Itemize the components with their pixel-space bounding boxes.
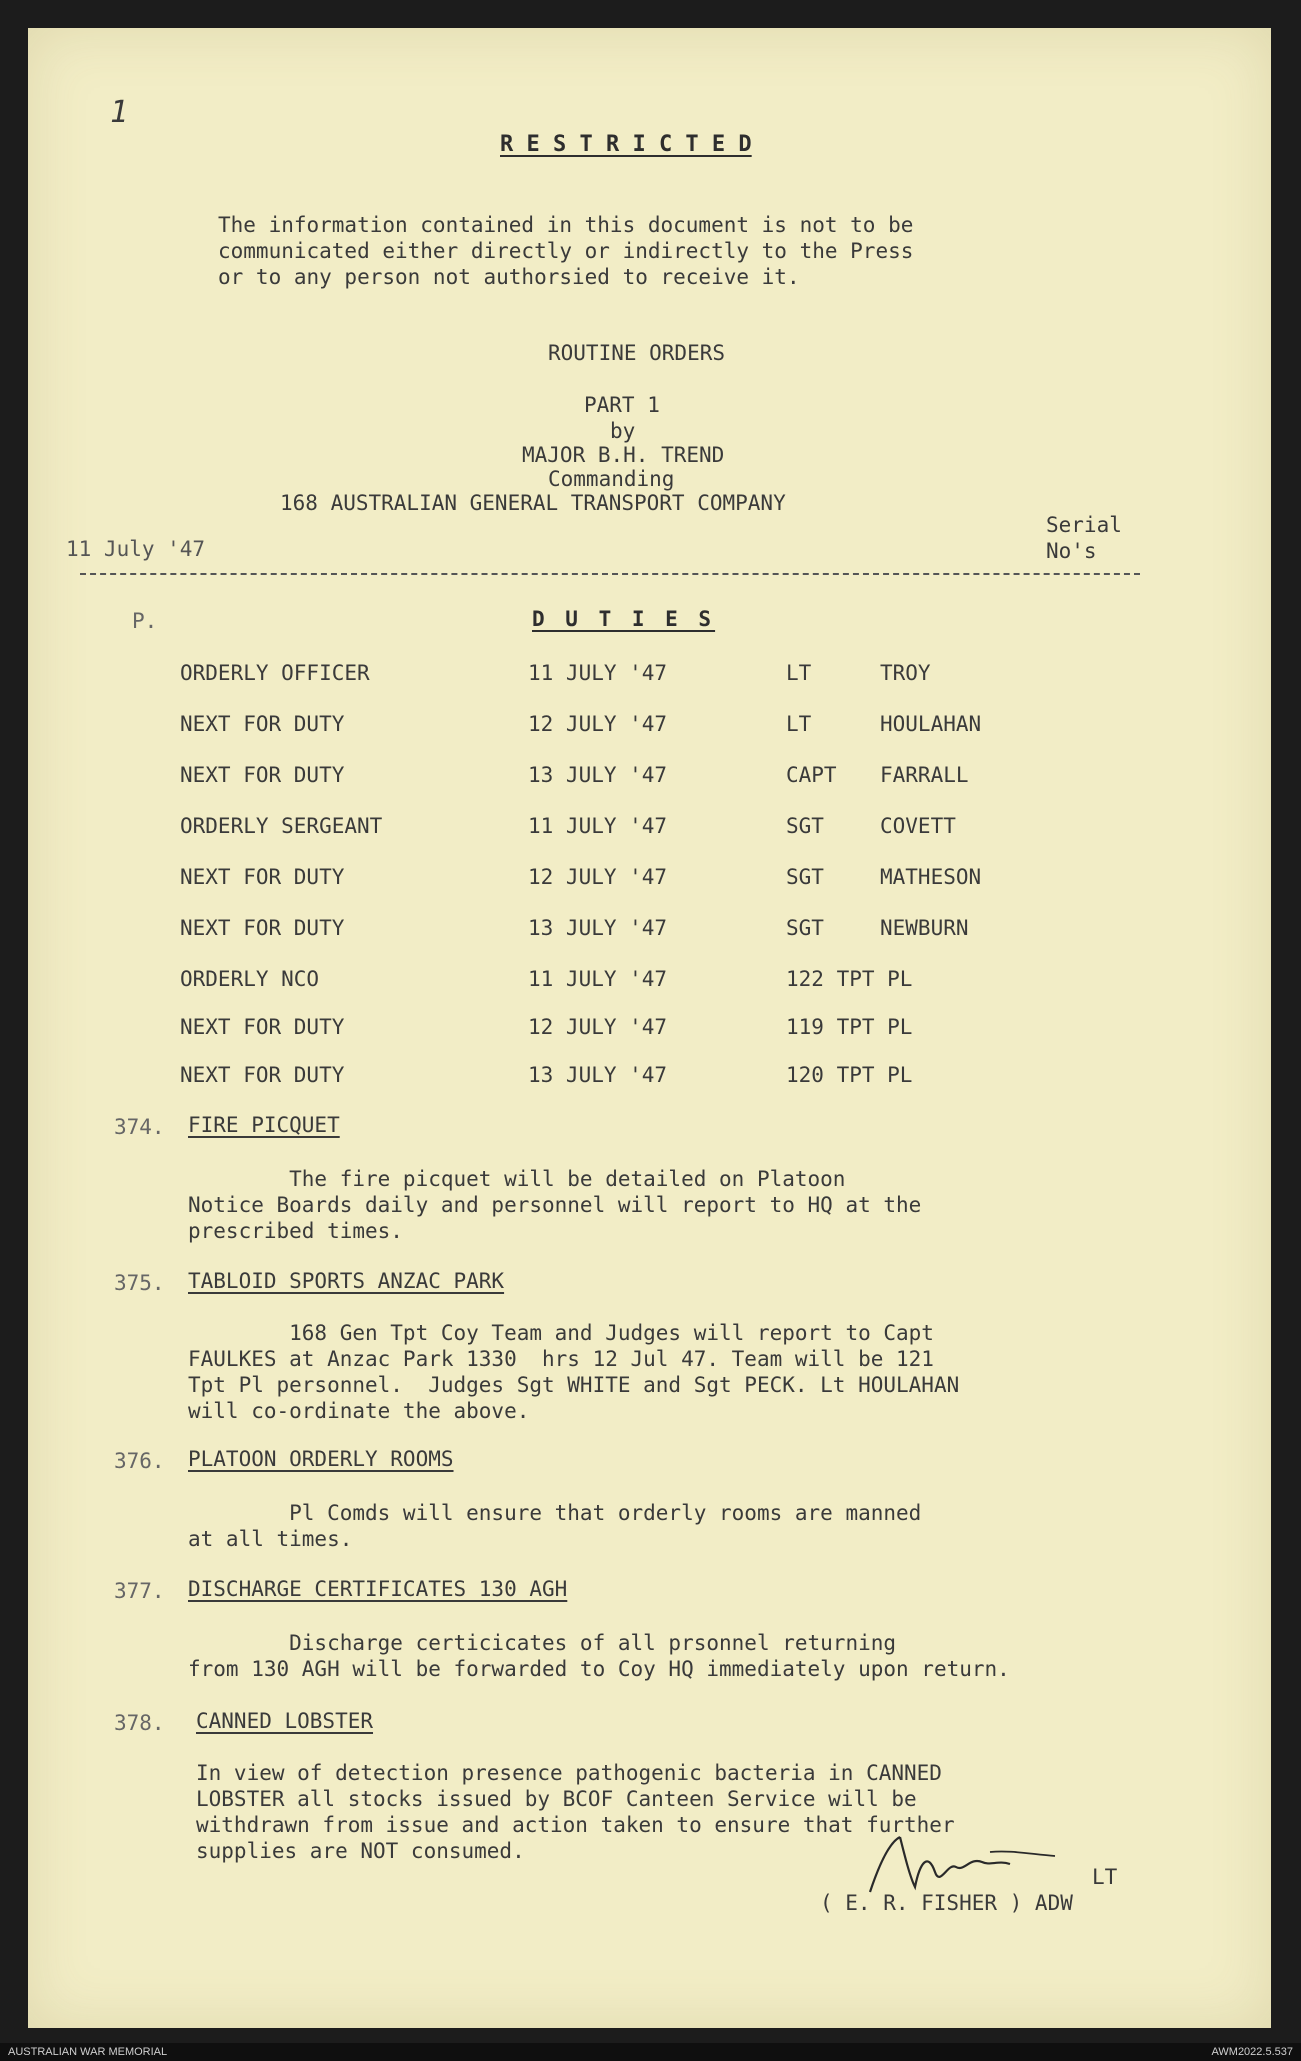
section-line: prescribed times. <box>188 1219 403 1243</box>
duty-role: NEXT FOR DUTY <box>180 1063 345 1087</box>
section-line: Pl Comds will ensure that orderly rooms are manned <box>188 1501 922 1525</box>
duty-name: NEWBURN <box>880 916 969 940</box>
section-line: The fire picquet will be detailed on Platoon <box>188 1167 846 1191</box>
duty-date: 12 JULY '47 <box>528 1015 668 1039</box>
duty-rank: SGT <box>786 916 824 940</box>
duty-date: 11 JULY '47 <box>528 814 668 838</box>
order-commander: MAJOR B.H. TREND <box>522 443 725 467</box>
footer-institution: AUSTRALIAN WAR MEMORIAL <box>8 2046 168 2058</box>
duty-date: 13 JULY '47 <box>528 763 668 787</box>
signature-rank: LT <box>1092 1865 1118 1889</box>
duty-name: HOULAHAN <box>880 712 982 736</box>
section-line: Notice Boards daily and personnel will report to HQ at the <box>188 1193 922 1217</box>
serial-pre: P. <box>132 609 158 633</box>
archive-footer <box>0 2043 1301 2061</box>
notice-line: The information contained in this document is not to be <box>218 213 914 237</box>
section-line: FAULKES at Anzac Park 1330 hrs 12 Jul 47. Team will be 121 <box>188 1347 934 1371</box>
section-serial: 374. <box>114 1115 165 1139</box>
duty-date: 12 JULY '47 <box>528 865 668 889</box>
section-line: withdrawn from issue and action taken to ensure that further <box>196 1813 955 1837</box>
section-serial: 378. <box>114 1711 165 1735</box>
section-serial: 375. <box>114 1271 165 1295</box>
duty-date: 12 JULY '47 <box>528 712 668 736</box>
duty-role: ORDERLY NCO <box>180 967 320 991</box>
footer-reference: AWM2022.5.537 <box>1211 2046 1293 2058</box>
order-title: ROUTINE ORDERS <box>548 341 726 365</box>
section-line: In view of detection presence pathogenic bacteria in CANNED <box>196 1761 942 1785</box>
duty-date: 11 JULY '47 <box>528 967 668 991</box>
divider-line <box>80 573 1140 575</box>
page-number-mark: 1 <box>110 95 129 130</box>
restricted-heading: R E S T R I C T E D <box>500 132 752 157</box>
section-line: from 130 AGH will be forwarded to Coy HQ immediately upon return. <box>188 1657 1010 1681</box>
duty-rank: 120 TPT PL <box>786 1063 913 1087</box>
duties-heading: D U T I E S <box>532 607 716 631</box>
signature-name: ( E. R. FISHER ) ADW <box>820 1891 1073 1915</box>
duty-date: 13 JULY '47 <box>528 916 668 940</box>
duty-date: 11 JULY '47 <box>528 661 668 685</box>
notice-line: communicated either directly or indirectly to the Press <box>218 239 914 263</box>
section-heading: PLATOON ORDERLY ROOMS <box>188 1447 454 1471</box>
duty-role: NEXT FOR DUTY <box>180 1015 345 1039</box>
section-line: supplies are NOT consumed. <box>196 1839 525 1863</box>
order-by: by <box>610 419 636 443</box>
duty-rank: CAPT <box>786 763 837 787</box>
section-heading: TABLOID SPORTS ANZAC PARK <box>188 1269 505 1293</box>
duty-rank: 122 TPT PL <box>786 967 913 991</box>
duty-rank: SGT <box>786 865 824 889</box>
order-unit: 168 AUSTRALIAN GENERAL TRANSPORT COMPANY <box>280 491 786 515</box>
section-heading: FIRE PICQUET <box>188 1113 340 1137</box>
duty-name: MATHESON <box>880 865 982 889</box>
section-line: Tpt Pl personnel. Judges Sgt WHITE and Sgt PECK. Lt HOULAHAN <box>188 1373 960 1397</box>
duty-rank: LT <box>786 712 812 736</box>
duty-role: NEXT FOR DUTY <box>180 763 345 787</box>
order-date: 11 July '47 <box>66 537 206 561</box>
duty-role: ORDERLY SERGEANT <box>180 814 383 838</box>
section-heading: CANNED LOBSTER <box>196 1709 374 1733</box>
section-line: at all times. <box>188 1527 353 1551</box>
section-serial: 377. <box>114 1579 165 1603</box>
serial-label: Serial <box>1046 513 1122 537</box>
order-part: PART 1 <box>584 393 660 417</box>
duty-role: NEXT FOR DUTY <box>180 916 345 940</box>
section-serial: 376. <box>114 1449 165 1473</box>
duty-rank: 119 TPT PL <box>786 1015 913 1039</box>
order-commanding: Commanding <box>548 467 675 491</box>
notice-line: or to any person not authorsied to receive it. <box>218 265 800 289</box>
duty-role: ORDERLY OFFICER <box>180 661 370 685</box>
duty-name: FARRALL <box>880 763 969 787</box>
duty-name: TROY <box>880 661 931 685</box>
section-line: Discharge certicicates of all prsonnel returning <box>188 1631 897 1655</box>
section-heading: DISCHARGE CERTIFICATES 130 AGH <box>188 1577 568 1601</box>
duty-date: 13 JULY '47 <box>528 1063 668 1087</box>
duty-rank: LT <box>786 661 812 685</box>
duty-role: NEXT FOR DUTY <box>180 865 345 889</box>
document-page <box>28 28 1271 2028</box>
section-line: 168 Gen Tpt Coy Team and Judges will report to Capt <box>188 1321 934 1345</box>
duty-role: NEXT FOR DUTY <box>180 712 345 736</box>
section-line: LOBSTER all stocks issued by BCOF Canteen Service will be <box>196 1787 917 1811</box>
duty-name: COVETT <box>880 814 956 838</box>
serial-label: No's <box>1046 539 1097 563</box>
duty-rank: SGT <box>786 814 824 838</box>
section-line: will co-ordinate the above. <box>188 1399 530 1423</box>
